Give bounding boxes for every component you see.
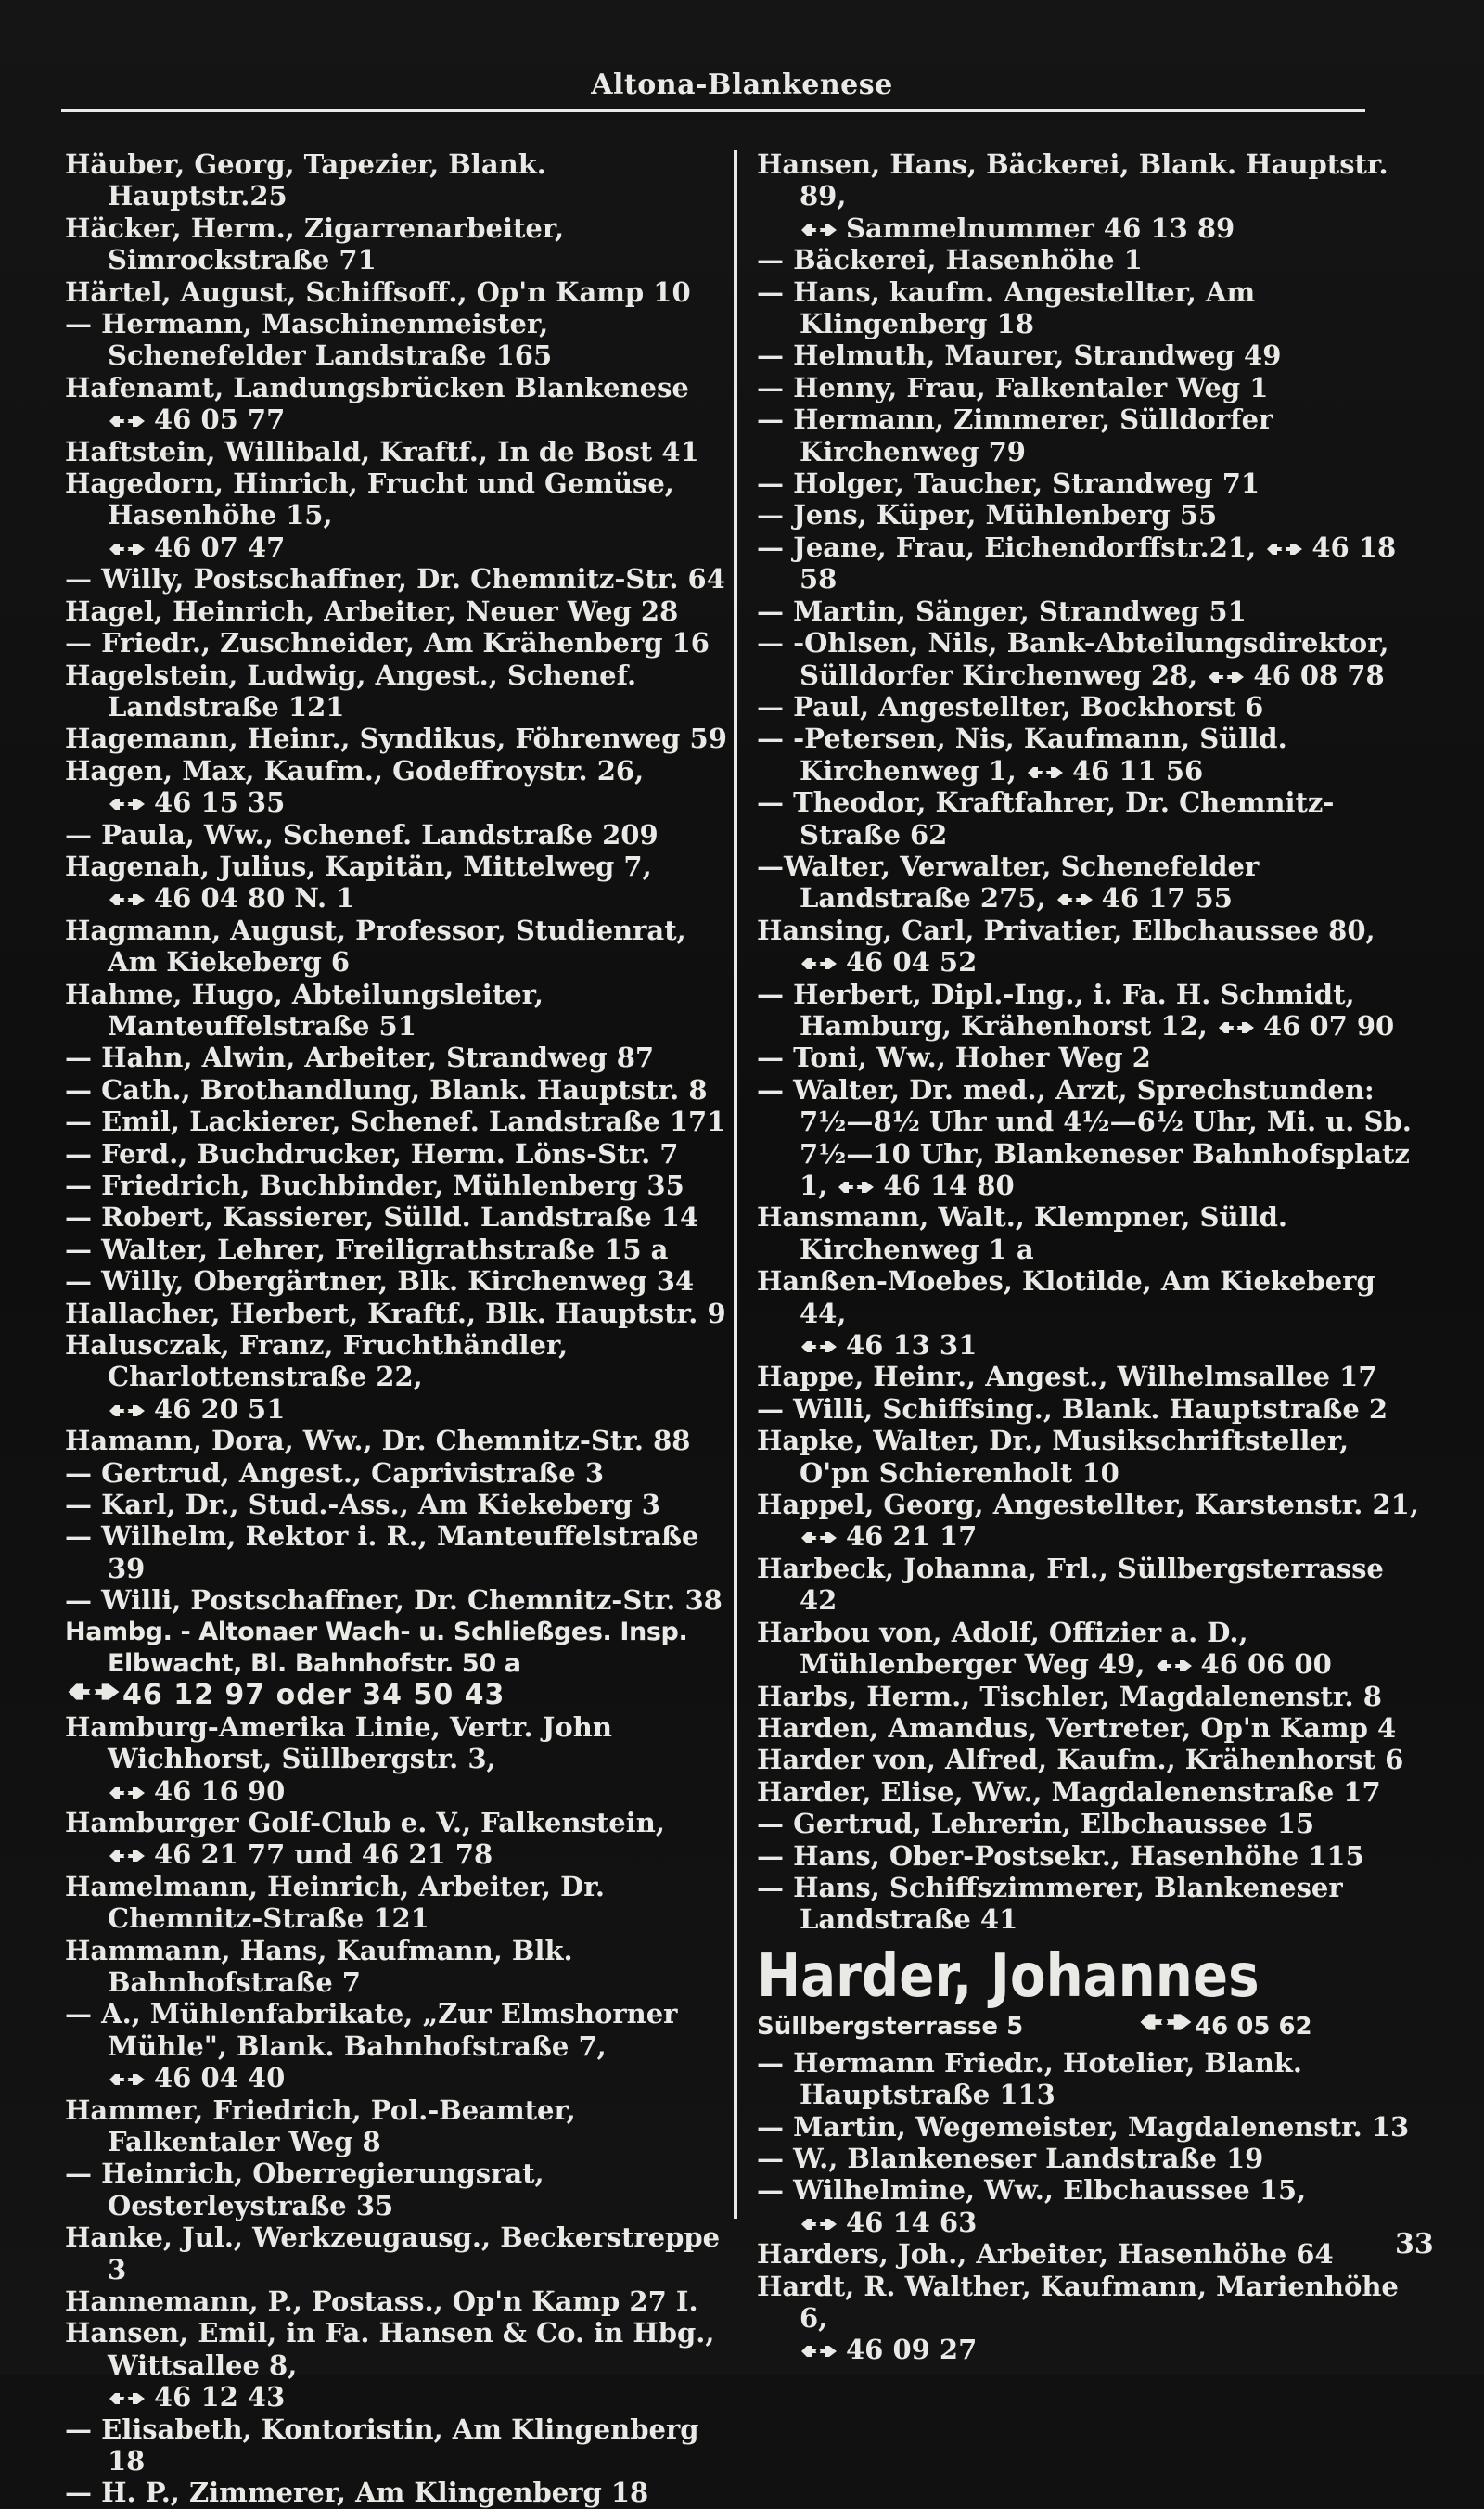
directory-entry <box>65 1298 733 1329</box>
directory-entry <box>65 1170 733 1201</box>
directory-entry <box>65 2477 733 2508</box>
entry-text: Harder von, Alfred, Kaufm., Krähenhorst 6 <box>757 1744 1404 1776</box>
telephone-icon <box>108 891 147 908</box>
directory-entry <box>65 1042 733 1073</box>
phone-number: 46 09 27 <box>846 2334 978 2366</box>
entry-text: — Jeane, Frau, Eichendorffstr.21, <box>757 531 1257 563</box>
telephone-icon <box>800 1530 838 1546</box>
telephone-icon <box>1055 891 1094 908</box>
phone-number: 46 06 00 <box>1200 1648 1332 1681</box>
entry-text: — Willy, Postschaffner, Dr. Chemnitz-Str. 64 <box>65 563 725 595</box>
directory-entry <box>757 467 1425 499</box>
entry-text: — Willi, Postschaffner, Dr. Chemnitz-Str. 38 <box>65 1584 723 1617</box>
directory-entry <box>65 467 733 563</box>
ad-company-name: Harder, Johannes <box>757 1941 1260 2011</box>
telephone-icon <box>1137 2013 1195 2041</box>
directory-entry <box>757 1840 1425 1872</box>
entry-text: Harden, Amandus, Vertreter, Op'n Kamp 4 <box>757 1711 1397 1744</box>
ad-line: Hambg. - Altonaer Wach- u. Schließges. Insp. Elbwacht, Bl. Bahnhofstr. 50 a <box>65 1617 688 1678</box>
directory-entry <box>65 1807 733 1871</box>
directory-entry <box>757 595 1425 627</box>
phone-number: 46 04 80 N. 1 <box>154 882 355 915</box>
entry-text: — Gertrud, Lehrerin, Elbchaussee 15 <box>757 1808 1315 1840</box>
directory-entry <box>757 499 1425 531</box>
phone-number: 46 20 51 <box>154 1392 286 1425</box>
entry-text: Haftstein, Willibald, Kraftf., In de Bost 41 <box>65 435 699 467</box>
entry-text: — A., Mühlenfabrikate, „Zur Elmshorner Mühle", Blank. Bahnhofstraße 7, <box>65 1998 678 2062</box>
directory-entry <box>65 1329 733 1425</box>
entry-text: — Hermann, Maschinenmeister, Schenefelder Landstraße 165 <box>65 308 553 372</box>
entry-text: — Holger, Taucher, Strandweg 71 <box>757 467 1260 500</box>
entry-text: Hagel, Heinrich, Arbeiter, Neuer Weg 28 <box>65 595 679 627</box>
entry-text: Hafenamt, Landungsbrücken Blankenese <box>65 371 689 403</box>
directory-entry <box>65 276 733 308</box>
directory-entry <box>65 1871 733 1935</box>
telephone-icon <box>108 2071 147 2088</box>
entry-text: — Wilhelmine, Ww., Elbchaussee 15, <box>757 2174 1307 2207</box>
right-column <box>757 148 1425 2366</box>
entry-text: — Martin, Sänger, Strandweg 51 <box>757 595 1247 627</box>
directory-entry <box>65 212 733 276</box>
directory-entry <box>757 531 1425 595</box>
directory-entry <box>65 1489 733 1520</box>
directory-entry <box>65 1425 733 1456</box>
left-entry-list-continued <box>65 1711 733 2509</box>
ad-phone-line <box>108 1680 733 1711</box>
entry-text: Hansen, Emil, in Fa. Hansen & Co. in Hbg., Wittsallee 8, <box>65 2317 715 2381</box>
directory-entry <box>65 1138 733 1170</box>
entry-text: Hannemann, P., Postass., Op'n Kamp 27 I. <box>65 2285 698 2317</box>
entry-text: — Friedrich, Buchbinder, Mühlenberg 35 <box>65 1170 684 1201</box>
entry-text: Hansen, Hans, Bäckerei, Blank. Hauptstr. 89, <box>757 148 1388 212</box>
directory-entry <box>65 979 733 1043</box>
entry-text: Hardt, R. Walther, Kaufmann, Marienhöhe 6, <box>757 2270 1399 2334</box>
directory-entry <box>65 851 733 915</box>
directory-entry <box>757 1808 1425 1839</box>
entry-text: — Karl, Dr., Stud.-Ass., Am Kiekeberg 3 <box>65 1489 660 1521</box>
directory-entry <box>757 851 1425 915</box>
entry-text: Hamann, Dora, Ww., Dr. Chemnitz-Str. 88 <box>65 1425 691 1457</box>
entry-text: — Paula, Ww., Schenef. Landstraße 209 <box>65 818 659 851</box>
phone-number: 46 05 77 <box>154 403 286 436</box>
telephone-icon <box>1217 1019 1256 1036</box>
entry-text: Harbs, Herm., Tischler, Magdalenenstr. 8 <box>757 1680 1382 1712</box>
ad-address-line <box>757 2010 1425 2043</box>
telephone-icon <box>108 796 147 813</box>
title-rule <box>61 109 1365 112</box>
phone-number: 46 07 47 <box>154 531 286 563</box>
directory-entry <box>65 1201 733 1233</box>
phone-number: 46 16 90 <box>154 1774 286 1807</box>
entry-text: — Friedr., Zuschneider, Am Krähenberg 16 <box>65 627 710 659</box>
telephone-icon <box>1026 764 1065 781</box>
entry-text: Hapke, Walter, Dr., Musikschriftsteller, O'pn Schierenholt 10 <box>757 1425 1350 1489</box>
directory-entry <box>757 627 1425 691</box>
telephone-icon <box>108 413 147 429</box>
directory-entry <box>757 2271 1425 2366</box>
directory-entry <box>757 787 1425 851</box>
directory-entry <box>757 1425 1425 1489</box>
entry-text: Hansmann, Walt., Klempner, Sülld. Kirchenweg 1 a <box>757 1201 1287 1265</box>
telephone-icon <box>108 1848 147 1864</box>
entry-text: — Bäckerei, Hasenhöhe 1 <box>757 244 1143 276</box>
telephone-icon <box>800 955 838 972</box>
entry-text: — Walter, Lehrer, Freiligrathstraße 15 a <box>65 1233 669 1265</box>
entry-text: Halusczak, Franz, Fruchthändler, Charlottenstraße 22, <box>65 1329 569 1393</box>
left-column <box>65 148 733 2509</box>
entry-text: — -Petersen, Nis, Kaufmann, Sülld. Kirchenweg 1, <box>757 723 1287 787</box>
entry-text: — -Ohlsen, Nils, Bank-Abteilungsdirektor, Sülldorfer Kirchenweg 28, <box>757 627 1389 691</box>
entry-text: — Hans, kaufm. Angestellter, Am Klingenberg 18 <box>757 275 1256 340</box>
entry-text: Hagedorn, Hinrich, Frucht und Gemüse, Hasenhöhe 15, <box>65 467 674 531</box>
directory-entry <box>757 1265 1425 1361</box>
phone-number: 46 15 35 <box>154 787 286 819</box>
entry-text: —Walter, Verwalter, Schenefelder Landstraße 275, <box>757 850 1260 915</box>
telephone-icon <box>1155 1658 1194 1674</box>
advertisement-harder-johannes <box>757 1943 1425 2043</box>
telephone-icon <box>800 222 838 238</box>
directory-entry <box>65 627 733 659</box>
advertisement-wachgesellschaft <box>65 1617 733 1711</box>
directory-entry <box>757 723 1425 787</box>
phone-number: Sammelnummer 46 13 89 <box>846 211 1235 244</box>
phone-number: 46 13 31 <box>846 1329 978 1362</box>
directory-entry <box>757 2238 1425 2270</box>
directory-entry <box>757 1617 1425 1681</box>
phone-number: 46 14 63 <box>846 2206 978 2238</box>
entry-text: Härtel, August, Schiffsoff., Op'n Kamp 10 <box>65 275 691 308</box>
entry-text: Hammer, Friedrich, Pol.-Beamter, Falkentaler Weg 8 <box>65 2093 576 2157</box>
phone-number: 46 12 43 <box>154 2381 286 2413</box>
entry-text: Harder, Elise, Ww., Magdalenenstraße 17 <box>757 1775 1381 1808</box>
telephone-icon <box>65 1679 122 1711</box>
directory-entry <box>757 2143 1425 2174</box>
directory-entry <box>65 1106 733 1137</box>
entry-text: Häuber, Georg, Tapezier, Blank. Hauptstr.25 <box>65 148 546 212</box>
entry-text: Hagmann, August, Professor, Studienrat, Am Kiekeberg 6 <box>65 914 686 979</box>
directory-entry <box>757 372 1425 403</box>
directory-entry <box>65 2094 733 2158</box>
directory-entry <box>65 2413 733 2477</box>
left-entry-list <box>65 148 733 1617</box>
directory-entry <box>757 1074 1425 1202</box>
entry-text: Hallacher, Herbert, Kraftf., Blk. Hauptstr. 9 <box>65 1297 726 1329</box>
directory-entry <box>757 1393 1425 1425</box>
entry-text: Hagemann, Heinr., Syndikus, Föhrenweg 59 <box>65 723 727 755</box>
directory-entry <box>757 1361 1425 1392</box>
telephone-icon <box>108 2390 147 2407</box>
telephone-icon <box>800 2216 838 2233</box>
entry-text: Harbou von, Adolf, Offizier a. D., Mühlenberger Weg 49, <box>757 1616 1248 1681</box>
directory-entry <box>757 1744 1425 1775</box>
entry-text: — Herbert, Dipl.-Ing., i. Fa. H. Schmidt, Hamburg, Krähenhorst 12, <box>757 978 1355 1042</box>
entry-text: Hanke, Jul., Werkzeugausg., Beckerstreppe 3 <box>65 2221 721 2285</box>
entry-text: — Robert, Kassierer, Sülld. Landstraße 14 <box>65 1201 699 1234</box>
page-number: 33 <box>1395 2228 1434 2260</box>
entry-text: Hamburger Golf-Club e. V., Falkenstein, <box>65 1806 665 1838</box>
entry-text: — Wilhelm, Rektor i. R., Manteuffelstraße 39 <box>65 1520 699 1584</box>
directory-entry <box>65 436 733 467</box>
directory-entry <box>757 276 1425 340</box>
directory-entry <box>757 244 1425 275</box>
directory-entry <box>65 372 733 436</box>
column-divider <box>734 150 737 2219</box>
entry-text: Harbeck, Johanna, Frl., Süllbergsterrasse 42 <box>757 1552 1384 1617</box>
directory-entry <box>757 2111 1425 2143</box>
ad-phone: 46 05 62 <box>1195 2012 1312 2041</box>
entry-text: Harders, Joh., Arbeiter, Hasenhöhe 64 <box>757 2238 1334 2271</box>
telephone-icon <box>1207 669 1246 685</box>
entry-text: Hanßen-Moebes, Klotilde, Am Kiekeberg 44, <box>757 1265 1375 1329</box>
telephone-icon <box>108 1402 147 1419</box>
directory-entry <box>757 1489 1425 1553</box>
directory-entry <box>757 403 1425 467</box>
entry-text: Häcker, Herm., Zigarrenarbeiter, Simrockstraße 71 <box>65 211 565 276</box>
entry-text: Hahme, Hugo, Abteilungsleiter, Manteuffelstraße 51 <box>65 978 544 1042</box>
directory-entry <box>757 148 1425 244</box>
telephone-icon <box>800 1338 838 1355</box>
phone-number: 46 07 90 <box>1262 1009 1395 1042</box>
entry-text: — W., Blankeneser Landstraße 19 <box>757 2142 1264 2174</box>
entry-text: Hamburg-Amerika Linie, Vertr. John Wichhorst, Süllbergstr. 3, <box>65 1710 612 1775</box>
entry-text: Hagelstein, Ludwig, Angest., Schenef. Landstraße 121 <box>65 659 637 723</box>
entry-text: — Walter, Dr. med., Arzt, Sprechstunden: 7½—8½ Uhr und 4½—6½ Uhr, Mi. u. Sb. 7½—10 Uhr, Blankeneser Bahnhofsplatz 1, <box>757 1073 1412 1201</box>
directory-entry <box>65 755 733 819</box>
entry-text: — Jens, Küper, Mühlenberg 55 <box>757 499 1218 531</box>
entry-text: — Helmuth, Maurer, Strandweg 49 <box>757 339 1282 372</box>
right-entry-list <box>757 148 1425 1936</box>
directory-entry <box>65 1457 733 1489</box>
page-title: Altona-Blankenese <box>591 69 893 101</box>
directory-entry <box>757 2047 1425 2111</box>
phone-number: 46 04 40 <box>154 2062 286 2094</box>
ad-address: Süllbergsterrasse 5 <box>757 2012 1024 2041</box>
directory-entry <box>757 1042 1425 1073</box>
directory-entry <box>65 1711 733 1807</box>
entry-text: — Elisabeth, Kontoristin, Am Klingenberg 18 <box>65 2413 699 2477</box>
telephone-icon <box>1265 541 1304 557</box>
directory-entry <box>757 339 1425 371</box>
entry-text: Hammann, Hans, Kaufmann, Blk. Bahnhofstraße 7 <box>65 1934 573 1998</box>
entry-text: — Heinrich, Oberregierungsrat, Oesterleystraße 35 <box>65 2157 544 2221</box>
directory-entry <box>65 1935 733 1999</box>
directory-entry <box>757 979 1425 1043</box>
entry-text: Hansing, Carl, Privatier, Elbchaussee 80, <box>757 914 1375 946</box>
phone-number: 46 14 80 <box>883 1170 1015 1201</box>
entry-text: — Willy, Obergärtner, Blk. Kirchenweg 34 <box>65 1265 695 1298</box>
directory-entry <box>65 2317 733 2413</box>
entry-text: — Ferd., Buchdrucker, Herm. Löns-Str. 7 <box>65 1137 679 1170</box>
directory-entry <box>65 1074 733 1106</box>
entry-text: Hagenah, Julius, Kapitän, Mittelweg 7, <box>65 850 652 882</box>
directory-entry <box>65 1265 733 1297</box>
directory-entry <box>65 595 733 627</box>
entry-text: — Willi, Schiffsing., Blank. Hauptstraße 2 <box>757 1392 1388 1425</box>
directory-entry <box>65 915 733 979</box>
entry-text: — Martin, Wegemeister, Magdalenenstr. 13 <box>757 2110 1410 2143</box>
directory-entry <box>757 1872 1425 1936</box>
directory-entry <box>65 1234 733 1265</box>
phone-number: 46 21 17 <box>846 1520 978 1553</box>
directory-entry <box>65 2285 733 2317</box>
phone-number: 46 04 52 <box>846 946 978 979</box>
directory-entry <box>757 2174 1425 2238</box>
entry-text: — Hans, Schiffszimmerer, Blankeneser Landstraße 41 <box>757 1871 1343 1936</box>
phone-number: 46 11 56 <box>1071 754 1204 787</box>
directory-entry <box>65 1998 733 2093</box>
directory-entry <box>65 1520 733 1584</box>
directory-entry <box>65 148 733 212</box>
entry-text: — H. P., Zimmerer, Am Klingenberg 18 <box>65 2477 649 2509</box>
entry-text: Happel, Georg, Angestellter, Karstenstr. 21, <box>757 1489 1419 1521</box>
phone-number: 46 21 77 und 46 21 78 <box>154 1838 493 1871</box>
entry-text: — Paul, Angestellter, Bockhorst 6 <box>757 690 1264 723</box>
entry-text: — Hans, Ober-Postsekr., Hasenhöhe 115 <box>757 1839 1364 1872</box>
entry-text: — Theodor, Kraftfahrer, Dr. Chemnitz-Straße 62 <box>757 787 1335 851</box>
directory-entry <box>65 308 733 372</box>
entry-text: Hamelmann, Heinrich, Arbeiter, Dr. Chemnitz-Straße 121 <box>65 1870 605 1935</box>
directory-entry <box>65 2157 733 2221</box>
entry-text: — Hermann Friedr., Hotelier, Blank. Hauptstraße 113 <box>757 2046 1303 2111</box>
right-entry-list-continued <box>757 2047 1425 2366</box>
directory-entry <box>757 1681 1425 1712</box>
entry-text: — Hermann, Zimmerer, Sülldorfer Kirchenweg 79 <box>757 403 1273 467</box>
entry-text: — Cath., Brothandlung, Blank. Hauptstr. 8 <box>65 1073 708 1106</box>
telephone-icon <box>108 1785 147 1801</box>
telephone-icon <box>800 2343 838 2360</box>
telephone-icon <box>108 541 147 557</box>
directory-entry <box>65 659 733 723</box>
entry-text: Hagen, Max, Kaufm., Godeffroystr. 26, <box>65 754 645 787</box>
entry-text: — Gertrud, Angest., Caprivistraße 3 <box>65 1456 605 1489</box>
directory-entry <box>757 1712 1425 1744</box>
phone-number: 46 18 58 <box>800 531 1397 595</box>
ad-phone-numbers: 46 12 97 oder 34 50 43 <box>122 1678 505 1711</box>
phone-number: 46 08 78 <box>1253 659 1385 691</box>
entry-text: — Toni, Ww., Hoher Weg 2 <box>757 1042 1151 1074</box>
entry-text: — Emil, Lackierer, Schenef. Landstraße 171 <box>65 1106 726 1138</box>
directory-entry <box>65 1584 733 1616</box>
entry-text: — Hahn, Alwin, Arbeiter, Strandweg 87 <box>65 1042 655 1074</box>
telephone-icon <box>837 1179 876 1196</box>
directory-entry <box>65 563 733 595</box>
directory-entry <box>757 1776 1425 1808</box>
entry-text: — Henny, Frau, Falkentaler Weg 1 <box>757 371 1269 403</box>
entry-text: Happe, Heinr., Angest., Wilhelmsallee 17 <box>757 1361 1377 1393</box>
directory-entry <box>757 915 1425 979</box>
directory-entry <box>757 691 1425 723</box>
directory-entry <box>65 2221 733 2285</box>
directory-entry <box>757 1553 1425 1617</box>
directory-entry <box>757 1201 1425 1265</box>
directory-entry <box>65 723 733 754</box>
directory-entry <box>65 819 733 851</box>
phone-number: 46 17 55 <box>1101 882 1233 915</box>
